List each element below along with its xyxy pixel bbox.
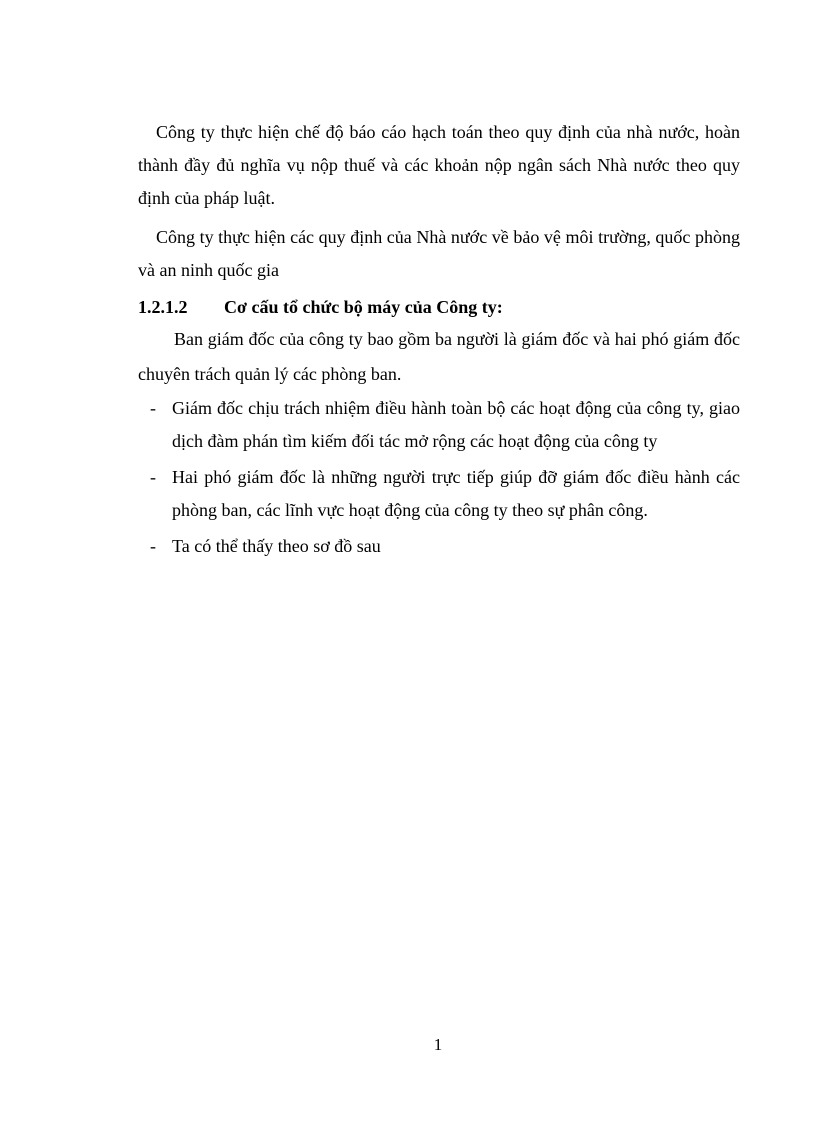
bullet-list xyxy=(150,392,740,566)
list-item xyxy=(150,392,740,458)
paragraph-management-intro-text: Ban giám đốc của công ty bao gồm ba người là giám đốc và hai phó giám đốc chuyên trách quản lý các phòng ban. xyxy=(138,329,740,384)
list-item-text: Ta có thể thấy theo sơ đồ sau xyxy=(172,536,381,556)
section-heading xyxy=(138,292,503,322)
paragraph-management-intro xyxy=(138,322,740,392)
bullet-dash: - xyxy=(150,398,156,418)
paragraph-reporting xyxy=(138,116,740,215)
bullet-dash: - xyxy=(150,536,156,556)
section-title: Cơ cấu tổ chức bộ máy của Công ty: xyxy=(224,297,503,317)
paragraph-reporting-text: Công ty thực hiện chế độ báo cáo hạch toán theo quy định của nhà nước, hoàn thành đầy đủ nghĩa vụ nộp thuế và các khoản nộp ngân sách Nhà nước theo quy định của pháp luật. xyxy=(138,122,740,208)
list-item xyxy=(150,461,740,527)
section-number: 1.2.1.2 xyxy=(138,297,188,317)
page-number: 1 xyxy=(433,1035,443,1054)
paragraph-regulations-text: Công ty thực hiện các quy định của Nhà nước về bảo vệ môi trường, quốc phòng và an ninh quốc gia xyxy=(138,227,740,280)
list-item-text: Giám đốc chịu trách nhiệm điều hành toàn bộ các hoạt động của công ty, giao dịch đàm phán tìm kiếm đối tác mở rộng các hoạt động của công ty xyxy=(172,398,740,451)
list-item xyxy=(150,530,740,563)
paragraph-regulations xyxy=(138,221,740,287)
list-item-text: Hai phó giám đốc là những người trực tiếp giúp đỡ giám đốc điều hành các phòng ban, các lĩnh vực hoạt động của công ty theo sự phân công. xyxy=(172,467,740,520)
bullet-dash: - xyxy=(150,467,156,487)
